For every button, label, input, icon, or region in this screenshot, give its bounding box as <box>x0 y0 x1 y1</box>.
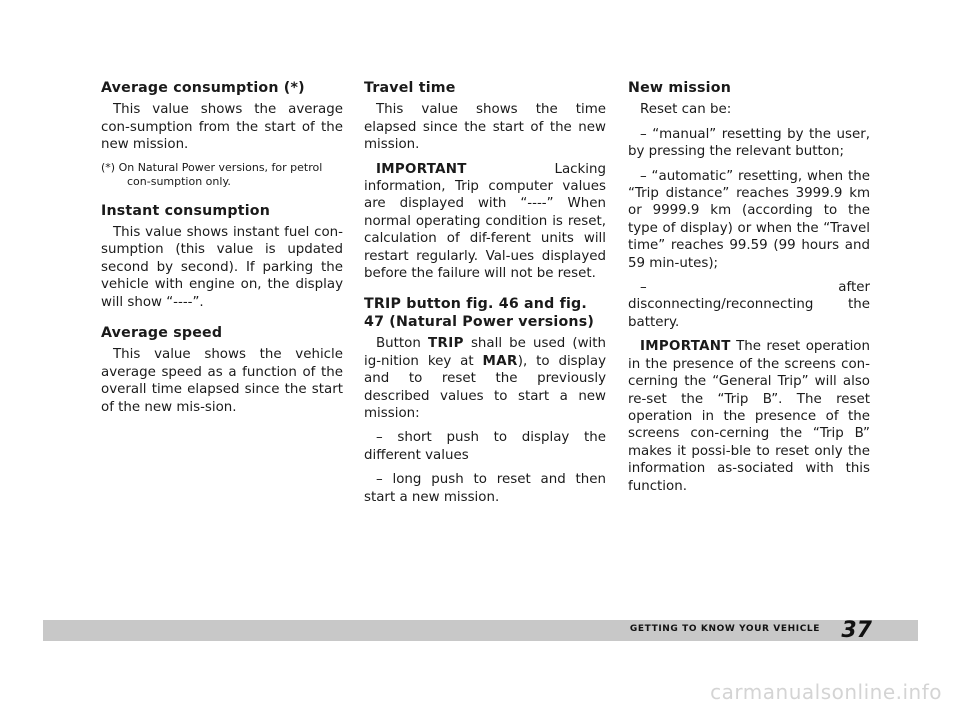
heading-average-consumption: Average consumption (*) <box>101 80 305 96</box>
heading-average-speed: Average speed <box>101 325 223 342</box>
paragraph-average-consumption: This value shows the average con-sumption from the start of the new mission. <box>101 102 343 153</box>
section-title: GETTING TO KNOW YOUR VEHICLE <box>629 624 820 634</box>
heading-instant-consumption: Instant consumption <box>101 202 271 219</box>
column-2 <box>364 80 606 513</box>
important-label: IMPORTANT <box>376 161 467 177</box>
column-1 <box>101 80 343 423</box>
paragraph-instant-consumption: This value shows instant fuel con-sumption (this value is updated second by second). If parking the vehicle with engine on, the display will show “----”. <box>101 225 343 310</box>
paragraph-manual-reset: – “manual” resetting by the user, by pressing the relevant button; <box>628 126 870 160</box>
keyword-trip: TRIP <box>427 336 464 352</box>
footer-bar <box>43 620 918 641</box>
footnote-natural-power: (*) On Natural Power versions, for petrol con-sumption only. <box>101 160 323 188</box>
paragraph-average-speed: This value shows the vehicle average speed as a function of the overall time elapsed since the start of the new mis-sion. <box>101 347 343 415</box>
paragraph-short-push: – short push to display the different values <box>364 430 606 463</box>
important-text: Lacking information, Trip computer values are displayed with “----” When normal operating condition is reset, calculation of dif-ferent units will restart regularly. Val-ues displayed before the failure will not be reset. <box>364 161 606 282</box>
watermark: carmanualsonline.info <box>710 680 942 704</box>
paragraph-important-reset <box>628 338 870 495</box>
paragraph-trip-button: Button TRIP shall be used (with ig-nition key at MAR), to display and to reset the previously described values to start a new mission: <box>364 336 606 421</box>
column-3 <box>628 80 870 502</box>
page-number: 37 <box>841 618 872 643</box>
important-text: The reset operation in the presence of the screens con-cerning the “General Trip” will also re-set the “Trip B”. The reset operation in the presence of the screens con-cerning the “Trip B” makes it possi-ble to reset only the information as-sociated with this function. <box>628 339 870 494</box>
paragraph-important-lacking-info <box>364 161 606 283</box>
heading-travel-time: Travel time <box>364 80 456 96</box>
keyword-mar: MAR <box>482 353 518 369</box>
paragraph-long-push: – long push to reset and then start a new mission. <box>364 472 606 505</box>
paragraph-automatic-reset: – “automatic” resetting, when the “Trip distance” reaches 3999.9 km or 9999.9 km (according to the type of display) or when the “Travel time” reaches 99.59 (99 hours and 59 min-utes); <box>628 168 870 271</box>
paragraph-battery-reset: – after disconnecting/reconnecting the battery. <box>628 280 870 330</box>
heading-trip-button: TRIP button fig. 46 and fig. 47 (Natural Power versions) <box>364 296 595 330</box>
heading-new-mission: New mission <box>628 80 731 96</box>
paragraph-travel-time: This value shows the time elapsed since the start of the new mission. <box>364 102 606 153</box>
important-label: IMPORTANT <box>640 339 731 355</box>
paragraph-reset-can-be: Reset can be: <box>640 102 732 118</box>
